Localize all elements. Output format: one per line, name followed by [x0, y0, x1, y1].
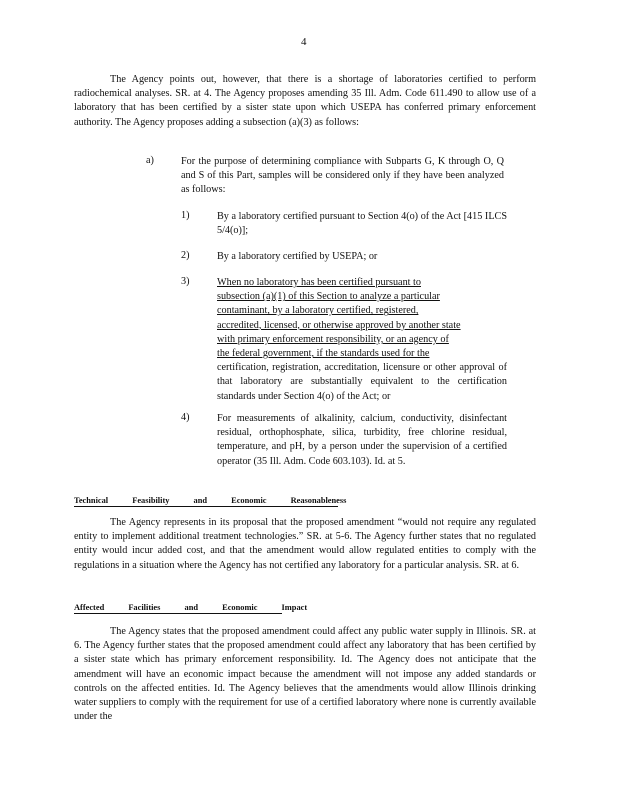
item-3-rest-text: certification, registration, accreditation, licensure or other approval of that laboratory are substantially equivalent to the certification standards under Section 4(o) of the Act; or — [217, 362, 507, 402]
paragraph-affected-facilities: The Agency states that the proposed amendment could affect any public water supply in Illinois. SR. at 6. The Agency further states that the proposed amendment could affect any laboratory that has been certified by a sister state which has primary enforcement responsibility. Id. The Agency does not anticipate that the amendment will have an economic impact because the amendment will not impose any added standards or controls on the affected entities. Id. The Agency believes that the amendments would allow Illinois drinking water suppliers to comply with the requirement for use of a certified laboratory where none is currently available under the — [74, 626, 536, 723]
heading-technical-feasibility-rule — [74, 506, 338, 507]
item-3-underlined-line: the federal government, if the standards used for the — [217, 348, 430, 360]
item-4-text: For measurements of alkalinity, calcium, conductivity, disinfectant residual, orthophosphate, silica, turbidity, free chlorine residual, temperature, and pH, by a person under the supervision of a certified operator (35 Ill. Adm. Code 603.103). Id. at 5. — [217, 413, 507, 467]
item-1-text: By a laboratory certified pursuant to Section 4(o) of the Act [415 ILCS 5/4(o)]; — [217, 211, 507, 237]
paragraph-technical-feasibility: The Agency represents in its proposal that the proposed amendment “would not require any regulated entity to implement additional treatment technologies.” SR. at 5-6. The Agency further states that no regulated entity would incur added cost, and that the amendment would allow regulated entities to comply with the regulations in a situation where the Agency has not certified any laboratory for a particular analysis. SR. at 6. — [74, 517, 536, 571]
item-1-number: 1) — [181, 210, 190, 221]
item-3-underlined-line: contaminant, by a laboratory certified, registered, — [217, 305, 419, 317]
item-3-number: 3) — [181, 276, 190, 287]
item-3-underlined-line: subsection (a)(1) of this Section to analyze a particular — [217, 291, 440, 303]
heading-technical-feasibility: Technical Feasibility and Economic Reasonableness — [74, 496, 347, 505]
item-3-underlined-line: with primary enforcement responsibility, or an agency of — [217, 333, 449, 345]
subsection-a-text: For the purpose of determining compliance with Subparts G, K through O, Q and S of this Part, samples will be considered only if they have been analyzed as follows: — [181, 156, 504, 196]
item-3-underlined-line: When no laboratory has been certified pursuant to — [217, 277, 421, 288]
intro-paragraph: The Agency points out, however, that there is a shortage of laboratories certified to perform radiochemical analyses. SR. at 4. The Agency proposes amending 35 Ill. Adm. Code 611.490 to allow use of a laboratory that has been certified by a sister state upon which USEPA has conferred primary enforcement authority. The Agency proposes adding a subsection (a)(3) as follows: — [74, 74, 536, 128]
page-number: 4 — [301, 36, 307, 48]
item-2-text: By a laboratory certified by USEPA; or — [217, 251, 378, 262]
item-3-underlined-line: accredited, licensed, or otherwise approved by another state — [217, 319, 461, 331]
item-3-text — [217, 276, 507, 404]
heading-affected-facilities: Affected Facilities and Economic Impact — [74, 603, 308, 612]
heading-affected-facilities-rule — [74, 613, 282, 614]
subsection-a-marker: a) — [146, 155, 154, 166]
item-2-number: 2) — [181, 250, 190, 261]
item-4-number: 4) — [181, 412, 190, 423]
